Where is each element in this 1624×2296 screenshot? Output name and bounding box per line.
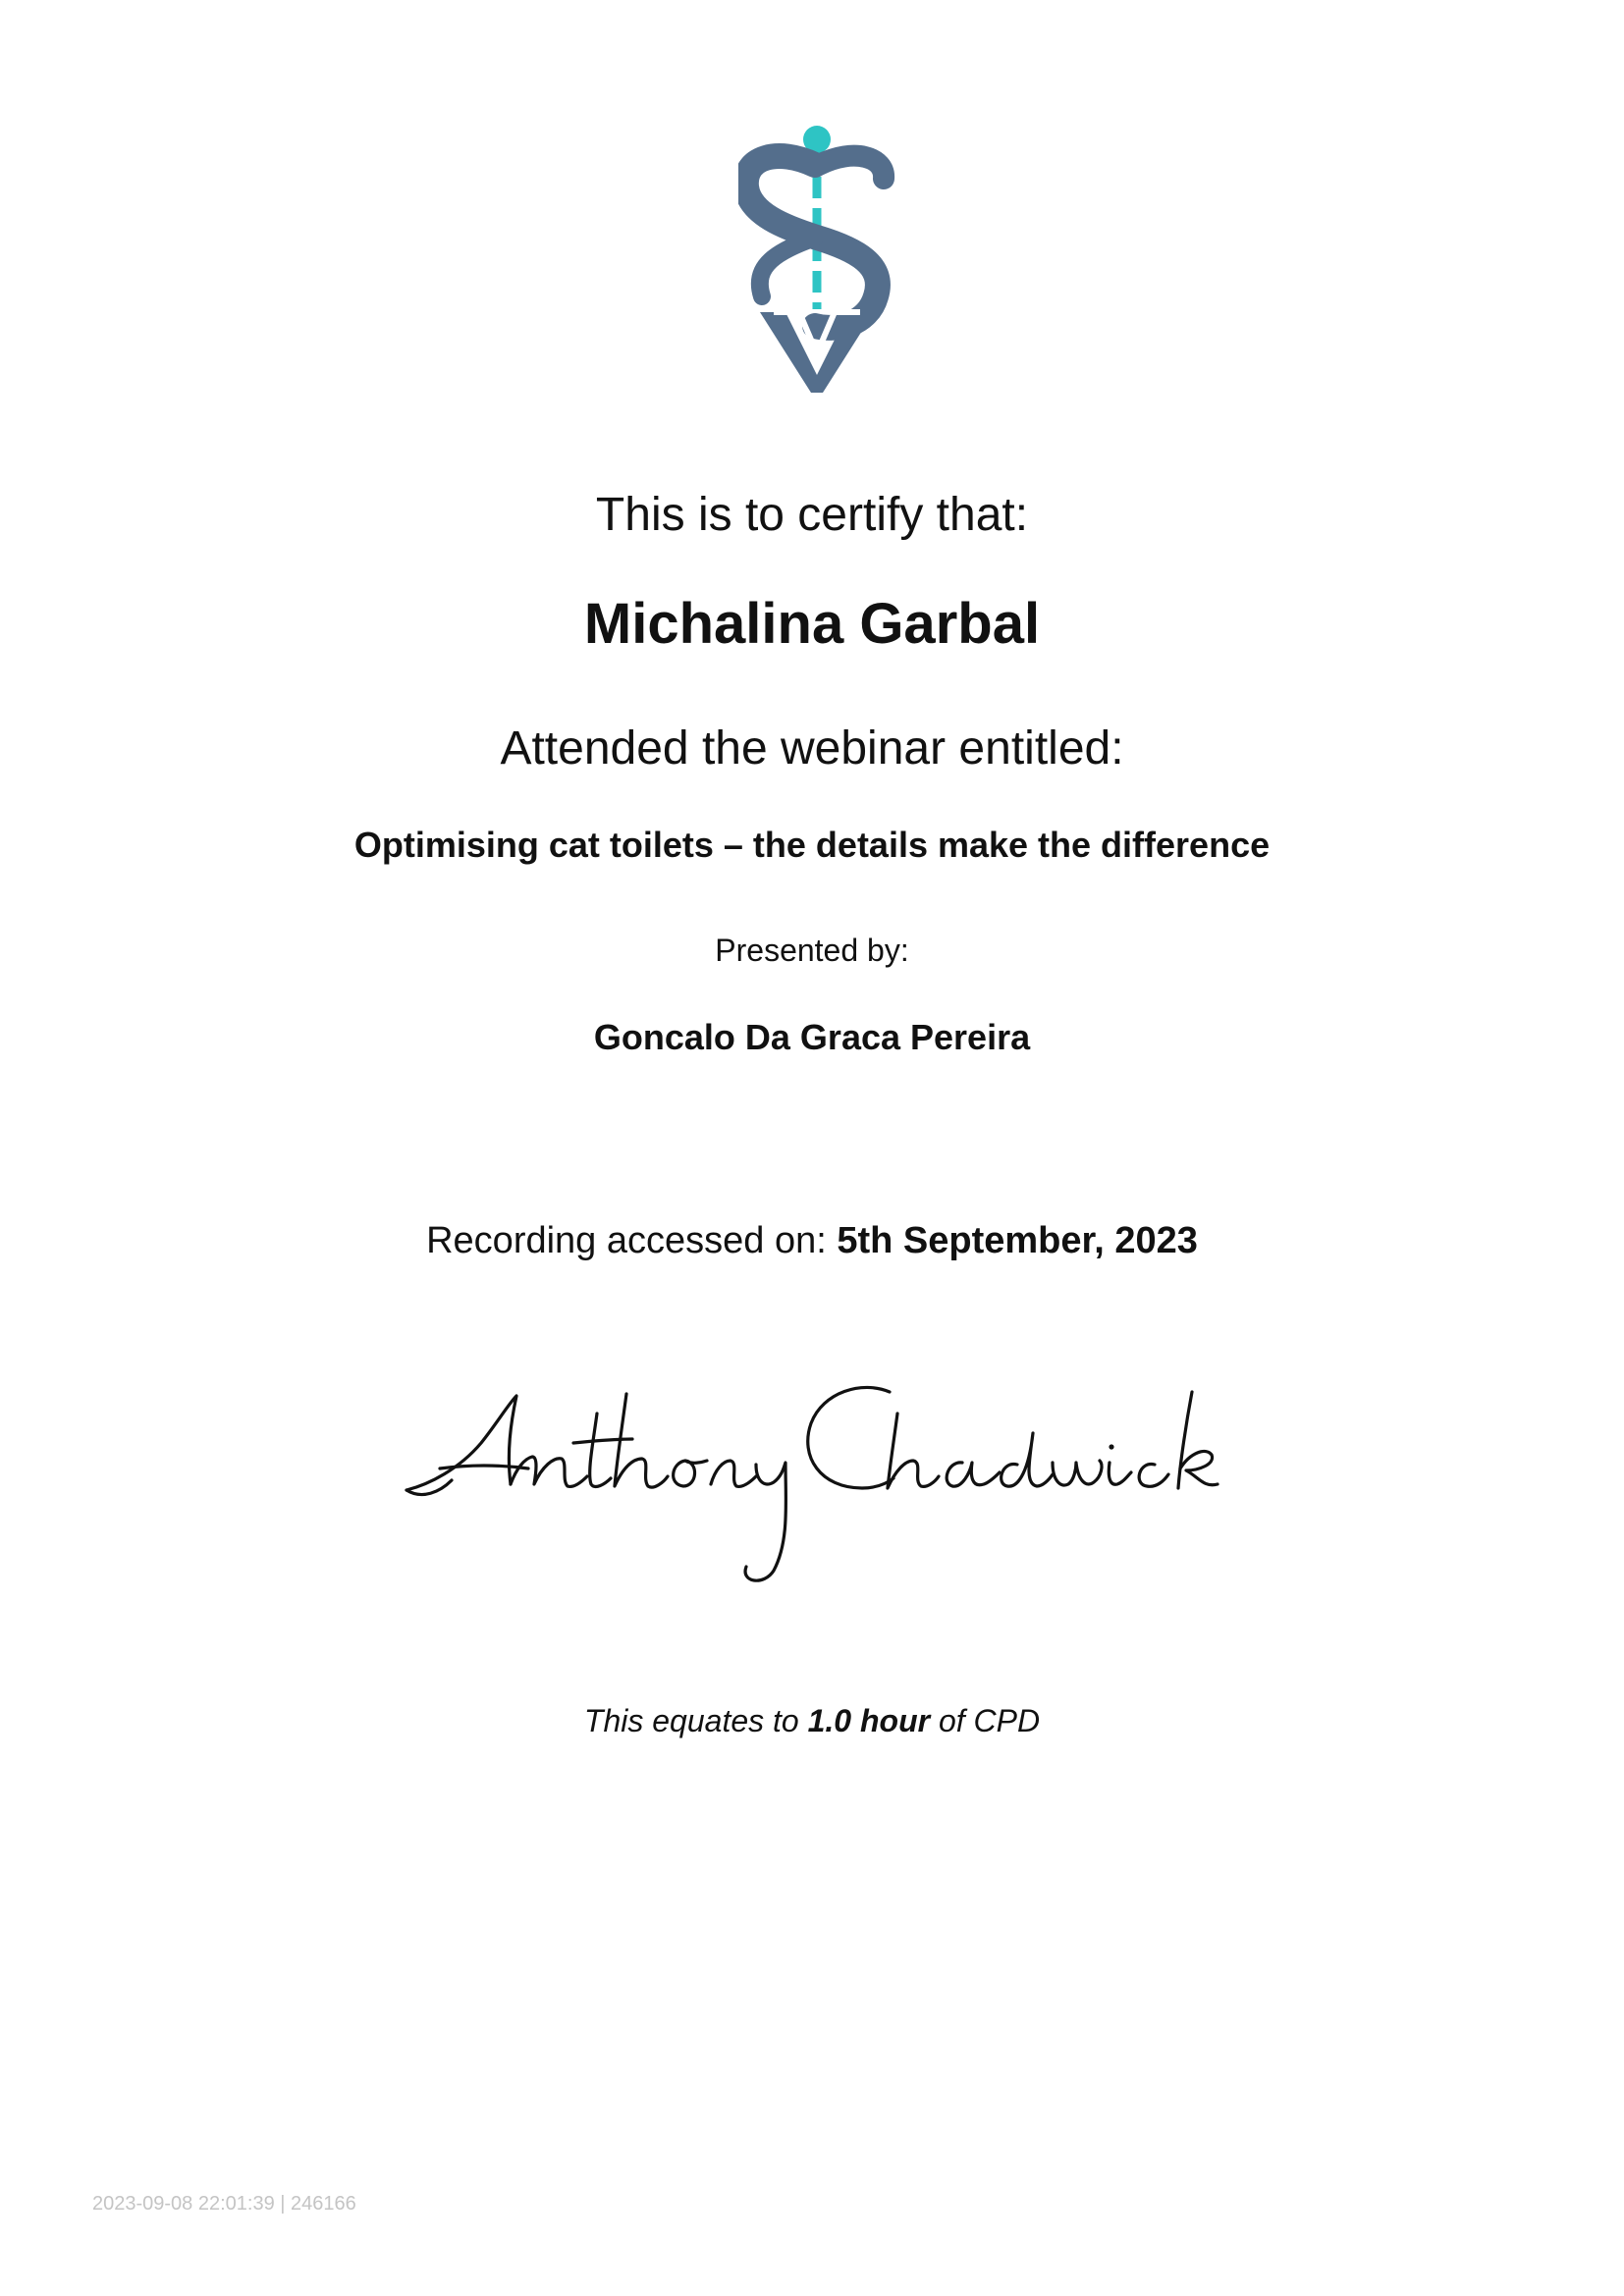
cpd-line: [0, 1700, 1624, 1741]
cpd-prefix: This equates to: [583, 1703, 808, 1738]
caduceus-v-logo-icon: [738, 118, 895, 393]
recording-label: Recording accessed on:: [426, 1220, 838, 1261]
recording-date: 5th September, 2023: [837, 1220, 1198, 1261]
cpd-suffix: of CPD: [930, 1703, 1041, 1738]
presenter-name: Goncalo Da Graca Pereira: [593, 1017, 1031, 1057]
attended-label: Attended the webinar entitled:: [500, 722, 1124, 774]
presented-by-label: Presented by:: [715, 933, 909, 968]
webinar-title: Optimising cat toilets – the details make the difference: [353, 825, 1271, 865]
footer-timestamp: 2023-09-08 22:01:39 | 246166: [92, 2193, 356, 2215]
cpd-amount: 1.0 hour: [807, 1703, 931, 1738]
signature-icon: [401, 1374, 1225, 1600]
certify-intro: This is to certify that:: [595, 489, 1029, 541]
recipient-name: Michalina Garbal: [583, 592, 1041, 656]
recording-accessed-line: [0, 1217, 1624, 1264]
